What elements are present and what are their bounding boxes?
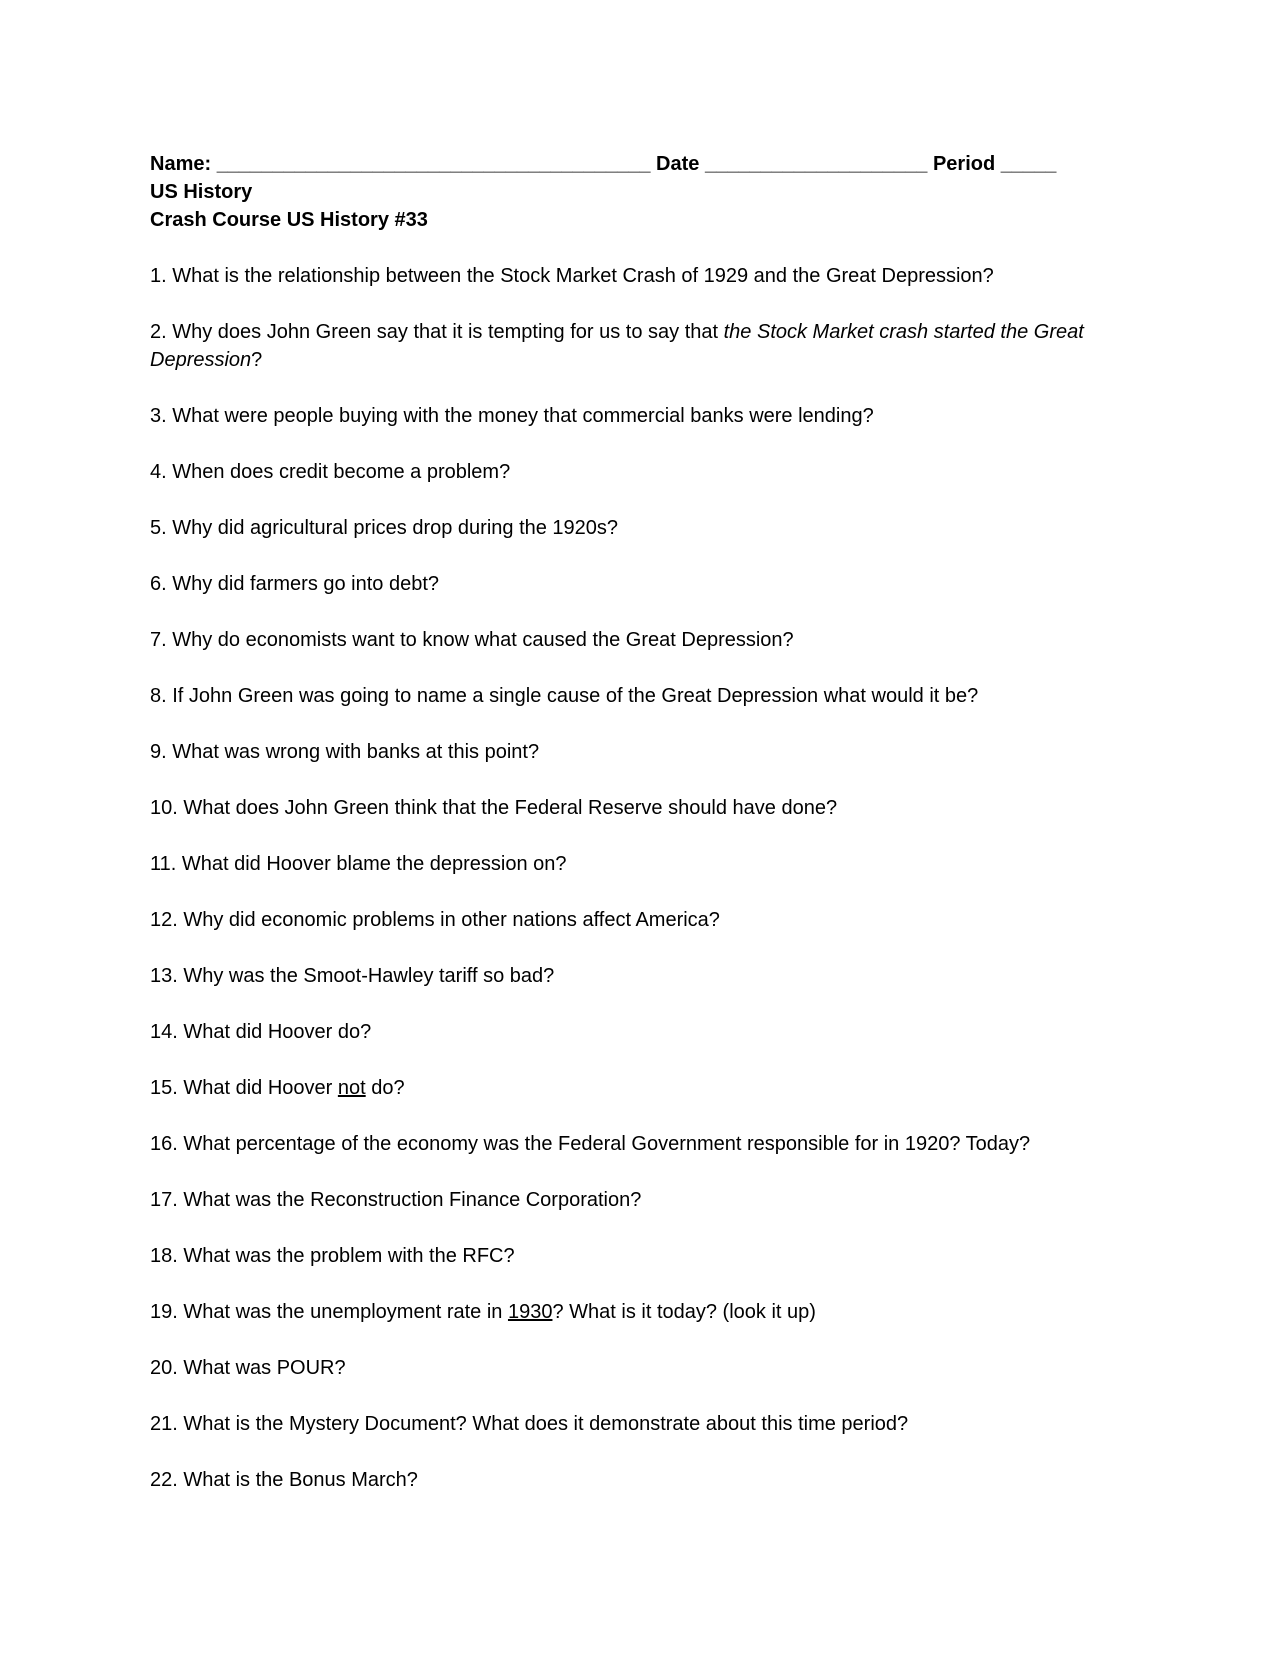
- question-10: 10. What does John Green think that the Federal Reserve should have done?: [150, 797, 838, 819]
- question-18: 18. What was the problem with the RFC?: [150, 1245, 515, 1267]
- question-21: 21. What is the Mystery Document? What does it demonstrate about this time period?: [150, 1413, 909, 1435]
- question-15-underlined-text: not: [337, 1077, 366, 1099]
- worksheet-content: [150, 150, 1130, 1494]
- question-12: 12. Why did economic problems in other nations affect America?: [150, 909, 720, 931]
- question-13: 13. Why was the Smoot-Hawley tariff so bad?: [150, 965, 555, 987]
- question-list: [150, 262, 1130, 1494]
- question-2-end: ?: [251, 349, 263, 371]
- question-20: 20. What was POUR?: [150, 1357, 346, 1379]
- question-17: 17. What was the Reconstruction Finance Corporation?: [150, 1189, 642, 1211]
- course-title: US History: [150, 181, 253, 203]
- question-5: 5. Why did agricultural prices drop during the 1920s?: [150, 517, 619, 539]
- name-date-period-line: Name: _______________________________________ Date ____________________ Period _____: [150, 153, 1057, 175]
- question-3: 3. What were people buying with the money that commercial banks were lending?: [150, 405, 874, 427]
- question-15: [150, 1074, 1130, 1102]
- question-4: 4. When does credit become a problem?: [150, 461, 511, 483]
- question-8: 8. If John Green was going to name a single cause of the Great Depression what would it be?: [150, 685, 979, 707]
- question-19: [150, 1298, 1130, 1326]
- question-2-italic-text: the Stock Market crash started the Great Depression: [150, 321, 1084, 371]
- question-19-text: 19. What was the unemployment rate in: [150, 1301, 508, 1323]
- question-15-text: 15. What did Hoover: [150, 1077, 338, 1099]
- question-14: 14. What did Hoover do?: [150, 1021, 372, 1043]
- question-2: [150, 318, 1130, 374]
- question-7: 7. Why do economists want to know what caused the Great Depression?: [150, 629, 794, 651]
- question-1: 1. What is the relationship between the Stock Market Crash of 1929 and the Great Depression?: [150, 265, 994, 287]
- question-22: 22. What is the Bonus March?: [150, 1469, 418, 1491]
- question-9: 9. What was wrong with banks at this point?: [150, 741, 540, 763]
- question-19-end: ? What is it today? (look it up): [552, 1301, 816, 1323]
- question-11: 11. What did Hoover blame the depression on?: [150, 853, 567, 875]
- question-19-underlined-year: 1930: [507, 1301, 553, 1323]
- question-6: 6. Why did farmers go into debt?: [150, 573, 440, 595]
- worksheet-subtitle: Crash Course US History #33: [150, 209, 428, 231]
- question-2-text: 2. Why does John Green say that it is tempting for us to say that: [150, 321, 724, 343]
- header-spacer: [150, 234, 1130, 262]
- question-15-end: do?: [365, 1077, 405, 1099]
- question-16: 16. What percentage of the economy was the Federal Government responsible for in 1920? Today?: [150, 1133, 1031, 1155]
